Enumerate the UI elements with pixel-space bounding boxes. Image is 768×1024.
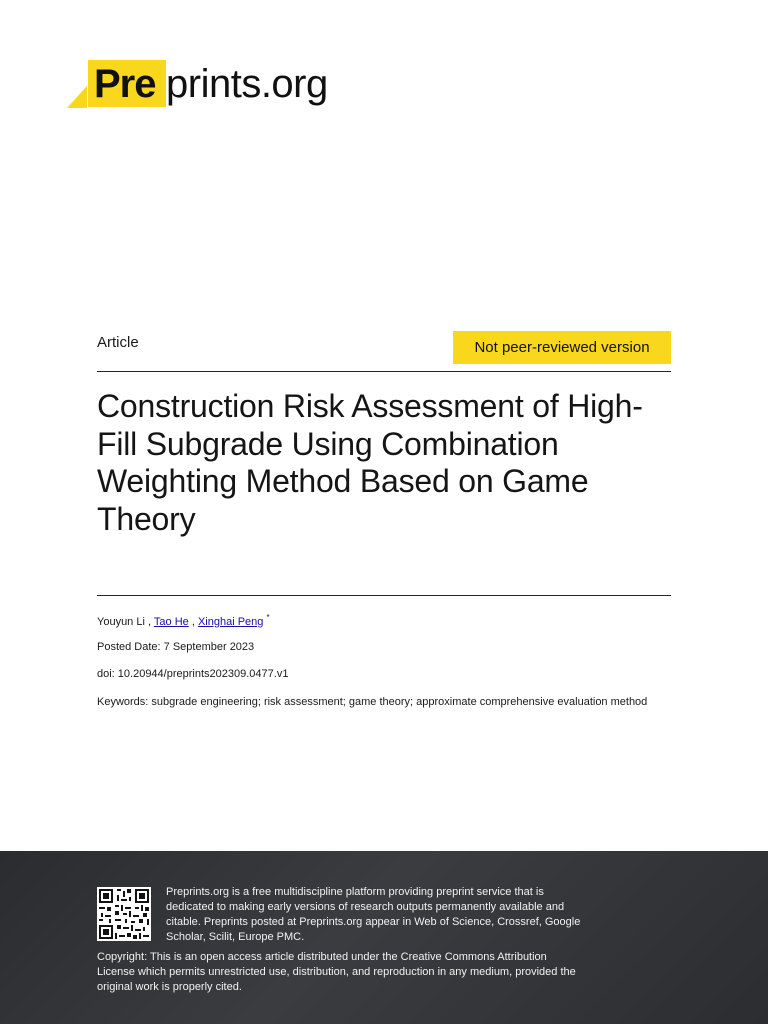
author-link[interactable]: Xinghai Peng [197, 616, 264, 628]
author-link[interactable]: Tao He [153, 616, 189, 628]
keywords: Keywords: subgrade engineering; risk assessment; game theory; approximate comprehensive evaluation method [97, 696, 648, 708]
author-separator: , [188, 616, 198, 628]
logo-highlight-text: Pre [94, 62, 156, 106]
footer-banner [0, 851, 768, 1024]
top-divider [97, 371, 671, 372]
paper-title: Construction Risk Assessment of High-Fill Subgrade Using Combination Weighting Method Based on Game Theory [97, 388, 643, 537]
logo-slant-shape [67, 86, 87, 108]
author-separator: , [144, 616, 154, 628]
logo-rest-text: prints.org [166, 62, 328, 106]
article-type-label: Article [97, 334, 139, 351]
author-list [97, 613, 270, 628]
author-name: Youyun Li [97, 616, 145, 628]
peer-review-status-badge: Not peer-reviewed version [453, 331, 671, 364]
platform-description: Preprints.org is a free multidiscipline platform providing preprint service that is dedicated to making early versions of research outputs permanently available and citable. Preprints posted at Preprints.org appear in Web of Science, Crossref, Google Scholar, Scilit, Europe PMC. [166, 886, 581, 943]
posted-date: Posted Date: 7 September 2023 [97, 641, 255, 653]
middle-divider [97, 595, 671, 596]
corresponding-author-mark: * [266, 613, 270, 622]
qr-code-icon[interactable] [97, 887, 151, 941]
preprints-logo[interactable] [67, 60, 367, 108]
copyright-notice: Copyright: This is an open access article distributed under the Creative Commons Attribution License which permits unrestricted use, distribution, and reproduction in any medium, provided the original work is properly cited. [97, 951, 576, 993]
doi[interactable]: doi: 10.20944/preprints202309.0477.v1 [97, 668, 289, 680]
